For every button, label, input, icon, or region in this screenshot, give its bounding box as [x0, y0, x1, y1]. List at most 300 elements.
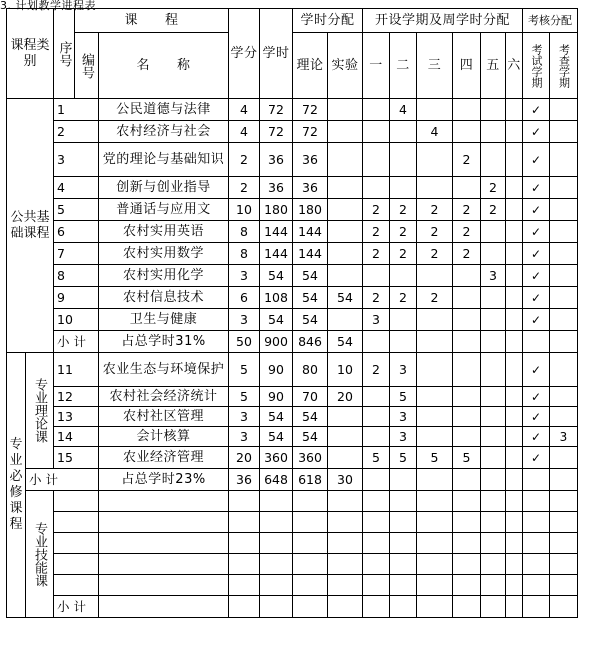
- practice-hours-cell: 10: [328, 353, 363, 387]
- seq-cell: 13: [54, 407, 99, 427]
- semester-4-hours-cell: [453, 177, 481, 199]
- semester-2-hours-cell: 3: [390, 407, 417, 427]
- empty-cell: [328, 554, 363, 575]
- empty-cell: [363, 512, 390, 533]
- subcategory-professional-theory: 专业理论课: [26, 353, 54, 469]
- semester-2-hours-cell: [390, 309, 417, 331]
- hours-cell: 54: [260, 427, 293, 447]
- subcategory-professional-skill: 专业技能课: [26, 491, 54, 618]
- semester-4-hours-cell: [453, 309, 481, 331]
- table-row: [7, 427, 578, 447]
- exam-term-cell: ✓: [523, 221, 550, 243]
- subtotal-percent: 占总学时23%: [99, 469, 229, 491]
- subtotal-label: 小 计: [54, 596, 99, 618]
- semester-4-hours-cell: 2: [453, 143, 481, 177]
- empty-cell: [453, 596, 481, 618]
- credit-cell: 2: [229, 143, 260, 177]
- empty-cell: [99, 575, 229, 596]
- course-name-cell: 农村实用化学: [99, 265, 229, 287]
- practice-hours-cell: [328, 447, 363, 469]
- sem-4-header: 四: [453, 33, 481, 99]
- hours-cell: 54: [260, 407, 293, 427]
- semester-6-hours-cell: [506, 287, 523, 309]
- semester-1-hours-cell: [363, 177, 390, 199]
- semester-3-hours-cell: 4: [417, 121, 453, 143]
- empty-cell: [417, 596, 453, 618]
- empty-cell: [453, 512, 481, 533]
- empty-row: [7, 533, 578, 554]
- semester-3-hours-cell: [417, 427, 453, 447]
- exam-term-cell: ✓: [523, 265, 550, 287]
- seq-cell: 12: [54, 387, 99, 407]
- practice-hours-cell: [328, 199, 363, 221]
- empty-cell: [523, 596, 550, 618]
- empty-cell: [99, 596, 229, 618]
- empty-row: [7, 596, 578, 618]
- empty-cell: [481, 512, 506, 533]
- semester-2-hours-cell: [390, 177, 417, 199]
- practice-hours-cell: 20: [328, 387, 363, 407]
- semester-6-hours-cell: [506, 143, 523, 177]
- course-name-cell: 农村实用数学: [99, 243, 229, 265]
- credit-cell: 10: [229, 199, 260, 221]
- empty-cell: [481, 575, 506, 596]
- practice-hours-cell: [328, 427, 363, 447]
- semester-1-hours-cell: [363, 121, 390, 143]
- semester-1-hours-cell: [363, 265, 390, 287]
- hours-cell: 54: [260, 309, 293, 331]
- empty-cell: [54, 491, 99, 512]
- credit-cell: 6: [229, 287, 260, 309]
- course-name-cell: 农村社区管理: [99, 407, 229, 427]
- empty-cell: [417, 533, 453, 554]
- credit-cell: 5: [229, 353, 260, 387]
- table-row: [7, 447, 578, 469]
- semester-6-hours-cell: [506, 221, 523, 243]
- empty-cell: [550, 512, 578, 533]
- empty-cell: [363, 491, 390, 512]
- empty-cell: [390, 491, 417, 512]
- empty-cell: [54, 554, 99, 575]
- subtotal-theory: 846: [293, 331, 328, 353]
- empty-cell: [453, 331, 481, 353]
- exam-term-cell: ✓: [523, 447, 550, 469]
- course-header: 课 程: [75, 9, 229, 33]
- semester-4-hours-cell: [453, 121, 481, 143]
- empty-cell: [417, 554, 453, 575]
- exam-term-cell: ✓: [523, 177, 550, 199]
- course-name-cell: 卫生与健康: [99, 309, 229, 331]
- semester-5-hours-cell: [481, 121, 506, 143]
- semester-2-hours-cell: [390, 265, 417, 287]
- table-row: [7, 199, 578, 221]
- empty-cell: [550, 575, 578, 596]
- empty-cell: [293, 533, 328, 554]
- exam-term-cell: ✓: [523, 287, 550, 309]
- empty-cell: [506, 533, 523, 554]
- semester-2-hours-cell: 2: [390, 199, 417, 221]
- empty-cell: [293, 554, 328, 575]
- semester-5-hours-cell: 2: [481, 199, 506, 221]
- semester-4-hours-cell: [453, 99, 481, 121]
- empty-cell: [506, 469, 523, 491]
- semester-1-hours-cell: 2: [363, 199, 390, 221]
- seq-cell: 2: [54, 121, 99, 143]
- empty-cell: [506, 575, 523, 596]
- empty-cell: [328, 512, 363, 533]
- practice-hours-cell: [328, 265, 363, 287]
- empty-cell: [481, 596, 506, 618]
- semester-6-hours-cell: [506, 199, 523, 221]
- theory-header: 理论: [293, 33, 328, 99]
- semester-5-hours-cell: [481, 387, 506, 407]
- course-name-cell: 创新与创业指导: [99, 177, 229, 199]
- empty-cell: [506, 331, 523, 353]
- empty-cell: [506, 554, 523, 575]
- practice-hours-cell: [328, 177, 363, 199]
- empty-cell: [417, 575, 453, 596]
- teaching-plan-table: [6, 8, 578, 618]
- exam-term-cell: ✓: [523, 199, 550, 221]
- semester-5-hours-cell: [481, 309, 506, 331]
- theory-hours-cell: 80: [293, 353, 328, 387]
- empty-cell: [550, 469, 578, 491]
- semester-1-hours-cell: [363, 99, 390, 121]
- empty-row: [7, 575, 578, 596]
- semester-3-hours-cell: 2: [417, 287, 453, 309]
- semester-2-hours-cell: 5: [390, 447, 417, 469]
- empty-cell: [523, 491, 550, 512]
- course-name-cell: 普通话与应用文: [99, 199, 229, 221]
- check-term-cell: [550, 199, 578, 221]
- semester-3-hours-cell: [417, 265, 453, 287]
- hours-cell: 108: [260, 287, 293, 309]
- hour-dist-header: 学时分配: [293, 9, 363, 33]
- check-term-cell: [550, 177, 578, 199]
- empty-cell: [481, 554, 506, 575]
- semester-6-hours-cell: [506, 427, 523, 447]
- check-term-cell: [550, 353, 578, 387]
- practice-hours-cell: [328, 309, 363, 331]
- subtotal-credit: 50: [229, 331, 260, 353]
- course-name-cell: 党的理论与基础知识: [99, 143, 229, 177]
- semester-3-hours-cell: 2: [417, 221, 453, 243]
- exam-term-cell: ✓: [523, 353, 550, 387]
- semester-3-hours-cell: 5: [417, 447, 453, 469]
- hours-header: 学时: [260, 9, 293, 99]
- semester-3-hours-cell: [417, 353, 453, 387]
- hours-cell: 180: [260, 199, 293, 221]
- semester-1-hours-cell: [363, 143, 390, 177]
- empty-row: [7, 512, 578, 533]
- check-term-cell: [550, 121, 578, 143]
- subtotal-label: 小 计: [26, 469, 99, 491]
- empty-cell: [453, 469, 481, 491]
- semester-1-hours-cell: [363, 407, 390, 427]
- empty-cell: [550, 596, 578, 618]
- empty-cell: [99, 554, 229, 575]
- credit-cell: 20: [229, 447, 260, 469]
- theory-hours-cell: 54: [293, 309, 328, 331]
- semester-1-hours-cell: [363, 387, 390, 407]
- empty-cell: [328, 596, 363, 618]
- check-term-cell: [550, 221, 578, 243]
- exam-term-cell: ✓: [523, 99, 550, 121]
- empty-cell: [99, 533, 229, 554]
- semester-6-hours-cell: [506, 265, 523, 287]
- exam-dist-header: 考核分配: [523, 9, 578, 33]
- subtotal-credit: 36: [229, 469, 260, 491]
- theory-hours-cell: 36: [293, 143, 328, 177]
- hours-cell: 144: [260, 243, 293, 265]
- hours-cell: 90: [260, 353, 293, 387]
- category-public-basic: 公共基础课程: [7, 99, 54, 353]
- empty-cell: [453, 491, 481, 512]
- check-term-cell: [550, 309, 578, 331]
- table-row: [7, 407, 578, 427]
- semester-5-hours-cell: [481, 447, 506, 469]
- check-term-cell: [550, 143, 578, 177]
- theory-hours-cell: 36: [293, 177, 328, 199]
- semester-4-hours-cell: [453, 387, 481, 407]
- credit-cell: 4: [229, 99, 260, 121]
- semester-1-hours-cell: 2: [363, 243, 390, 265]
- semester-6-hours-cell: [506, 353, 523, 387]
- semester-3-hours-cell: [417, 143, 453, 177]
- semester-3-hours-cell: [417, 387, 453, 407]
- practice-hours-cell: [328, 243, 363, 265]
- empty-cell: [229, 512, 260, 533]
- semester-3-hours-cell: 2: [417, 243, 453, 265]
- hours-cell: 72: [260, 121, 293, 143]
- semester-4-hours-cell: [453, 427, 481, 447]
- hours-cell: 144: [260, 221, 293, 243]
- semester-1-hours-cell: 2: [363, 353, 390, 387]
- hours-cell: 90: [260, 387, 293, 407]
- semester-5-hours-cell: [481, 99, 506, 121]
- empty-cell: [99, 512, 229, 533]
- semester-5-hours-cell: 2: [481, 177, 506, 199]
- table-row: [7, 121, 578, 143]
- theory-hours-cell: 144: [293, 243, 328, 265]
- table-row: [7, 99, 578, 121]
- course-name-cell: 会计核算: [99, 427, 229, 447]
- empty-cell: [229, 491, 260, 512]
- check-term-cell: [550, 99, 578, 121]
- semester-6-hours-cell: [506, 407, 523, 427]
- semester-2-hours-cell: 2: [390, 287, 417, 309]
- semester-5-hours-cell: [481, 221, 506, 243]
- theory-hours-cell: 54: [293, 265, 328, 287]
- table-row: [7, 243, 578, 265]
- empty-cell: [523, 554, 550, 575]
- semester-1-hours-cell: 3: [363, 309, 390, 331]
- semester-3-hours-cell: [417, 309, 453, 331]
- semester-2-hours-cell: 3: [390, 353, 417, 387]
- seq-cell: 15: [54, 447, 99, 469]
- semester-3-hours-cell: 2: [417, 199, 453, 221]
- seq-cell: 7: [54, 243, 99, 265]
- empty-cell: [523, 512, 550, 533]
- practice-hours-cell: [328, 221, 363, 243]
- empty-cell: [293, 596, 328, 618]
- check-term-cell: [550, 287, 578, 309]
- exam-term-cell: ✓: [523, 121, 550, 143]
- empty-row: [7, 554, 578, 575]
- course-name-cell: 农村信息技术: [99, 287, 229, 309]
- empty-cell: [54, 512, 99, 533]
- course-name-cell: 农村实用英语: [99, 221, 229, 243]
- seq-cell: 3: [54, 143, 99, 177]
- empty-cell: [363, 469, 390, 491]
- credit-cell: 3: [229, 407, 260, 427]
- credit-header: 学分: [229, 9, 260, 99]
- subtotal-hours: 648: [260, 469, 293, 491]
- empty-cell: [550, 491, 578, 512]
- exam-term-cell: ✓: [523, 427, 550, 447]
- empty-cell: [390, 554, 417, 575]
- semester-6-hours-cell: [506, 243, 523, 265]
- empty-cell: [523, 533, 550, 554]
- semester-3-hours-cell: [417, 99, 453, 121]
- seq-cell: 11: [54, 353, 99, 387]
- semester-5-hours-cell: [481, 353, 506, 387]
- practice-header: 实验: [328, 33, 363, 99]
- table-row: [7, 143, 578, 177]
- empty-cell: [550, 331, 578, 353]
- empty-cell: [229, 554, 260, 575]
- course-name-cell: 农村社会经济统计: [99, 387, 229, 407]
- empty-cell: [481, 491, 506, 512]
- exam-term-cell: ✓: [523, 243, 550, 265]
- credit-cell: 8: [229, 243, 260, 265]
- practice-hours-cell: [328, 407, 363, 427]
- practice-hours-cell: 54: [328, 287, 363, 309]
- semester-4-hours-cell: 2: [453, 221, 481, 243]
- semester-3-hours-cell: [417, 177, 453, 199]
- empty-cell: [54, 533, 99, 554]
- category-header: 课程类别: [7, 9, 54, 99]
- empty-cell: [260, 512, 293, 533]
- semester-5-hours-cell: [481, 427, 506, 447]
- practice-hours-cell: [328, 121, 363, 143]
- check-header: 考查学期: [550, 33, 578, 99]
- empty-cell: [363, 575, 390, 596]
- practice-hours-cell: [328, 99, 363, 121]
- empty-cell: [260, 575, 293, 596]
- theory-hours-cell: 54: [293, 427, 328, 447]
- table-row: [7, 177, 578, 199]
- semester-1-hours-cell: [363, 427, 390, 447]
- empty-cell: [481, 533, 506, 554]
- empty-cell: [363, 596, 390, 618]
- empty-cell: [481, 331, 506, 353]
- table-row: [7, 287, 578, 309]
- exam-term-cell: ✓: [523, 309, 550, 331]
- sem-1-header: 一: [363, 33, 390, 99]
- theory-hours-cell: 54: [293, 407, 328, 427]
- empty-cell: [293, 512, 328, 533]
- semester-6-hours-cell: [506, 309, 523, 331]
- empty-cell: [417, 491, 453, 512]
- semester-4-hours-cell: [453, 287, 481, 309]
- empty-cell: [328, 533, 363, 554]
- empty-cell: [293, 491, 328, 512]
- semester-6-hours-cell: [506, 121, 523, 143]
- empty-cell: [550, 533, 578, 554]
- empty-cell: [506, 491, 523, 512]
- check-term-cell: [550, 243, 578, 265]
- empty-cell: [99, 491, 229, 512]
- sem-2-header: 二: [390, 33, 417, 99]
- credit-cell: 3: [229, 427, 260, 447]
- empty-cell: [506, 512, 523, 533]
- empty-cell: [260, 554, 293, 575]
- semester-1-hours-cell: 2: [363, 221, 390, 243]
- subtotal-practice: 30: [328, 469, 363, 491]
- sem-3-header: 三: [417, 33, 453, 99]
- theory-hours-cell: 70: [293, 387, 328, 407]
- seq-cell: 9: [54, 287, 99, 309]
- empty-cell: [260, 596, 293, 618]
- semester-1-hours-cell: 2: [363, 287, 390, 309]
- check-term-cell: [550, 407, 578, 427]
- empty-cell: [417, 331, 453, 353]
- semester-2-hours-cell: 2: [390, 221, 417, 243]
- check-term-cell: 3: [550, 427, 578, 447]
- empty-cell: [54, 575, 99, 596]
- empty-cell: [506, 596, 523, 618]
- semester-5-hours-cell: [481, 243, 506, 265]
- table-row: [7, 221, 578, 243]
- seq-header: 序号: [54, 9, 75, 99]
- semester-2-hours-cell: 3: [390, 427, 417, 447]
- semester-6-hours-cell: [506, 177, 523, 199]
- empty-cell: [363, 533, 390, 554]
- semester-2-hours-cell: [390, 121, 417, 143]
- empty-cell: [453, 554, 481, 575]
- exam-term-cell: ✓: [523, 407, 550, 427]
- credit-cell: 8: [229, 221, 260, 243]
- theory-hours-cell: 180: [293, 199, 328, 221]
- seq-cell: 4: [54, 177, 99, 199]
- seq-cell: 8: [54, 265, 99, 287]
- seq-cell: 6: [54, 221, 99, 243]
- table-row: [7, 309, 578, 331]
- empty-cell: [523, 469, 550, 491]
- exam-term-cell: ✓: [523, 143, 550, 177]
- empty-cell: [523, 575, 550, 596]
- empty-cell: [417, 469, 453, 491]
- seq-cell: 14: [54, 427, 99, 447]
- theory-hours-cell: 72: [293, 99, 328, 121]
- semester-5-hours-cell: 3: [481, 265, 506, 287]
- course-name-cell: 公民道德与法律: [99, 99, 229, 121]
- semester-4-hours-cell: 2: [453, 243, 481, 265]
- exam-header: 考试学期: [523, 33, 550, 99]
- seq-cell: 5: [54, 199, 99, 221]
- empty-cell: [229, 533, 260, 554]
- empty-cell: [229, 575, 260, 596]
- credit-cell: 3: [229, 265, 260, 287]
- subtotal-row: [7, 469, 578, 491]
- empty-cell: [390, 575, 417, 596]
- sem-6-header: 六: [506, 33, 523, 99]
- subtotal-theory: 618: [293, 469, 328, 491]
- semester-5-hours-cell: [481, 143, 506, 177]
- theory-hours-cell: 360: [293, 447, 328, 469]
- semester-4-hours-cell: [453, 407, 481, 427]
